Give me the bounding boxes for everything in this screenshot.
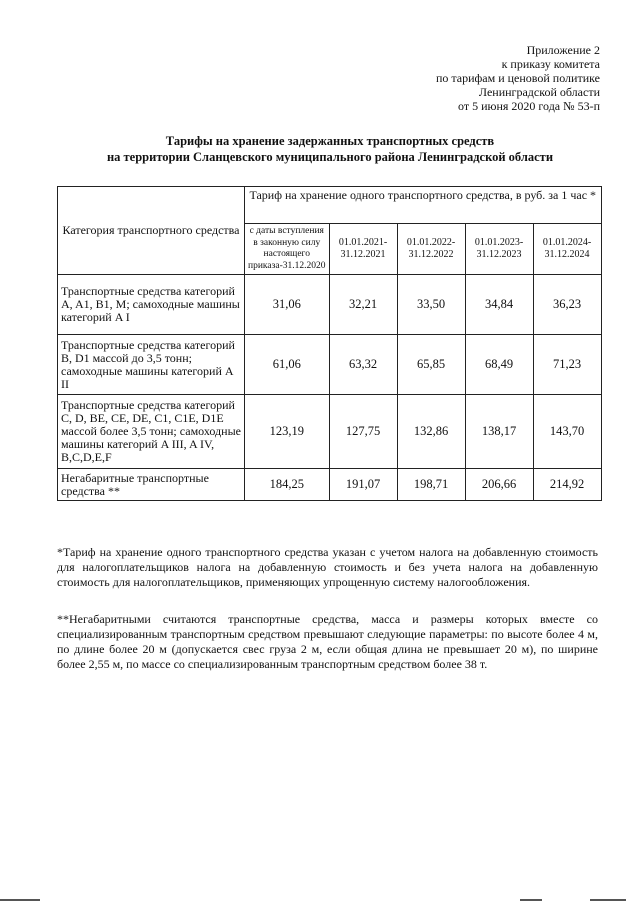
tariff-value: 34,84	[465, 275, 533, 335]
tariff-value: 68,49	[465, 335, 533, 395]
period-header: 01.01.2023-31.12.2023	[465, 224, 533, 275]
table-row	[58, 275, 602, 335]
period-header: 01.01.2022-31.12.2022	[397, 224, 465, 275]
document-title	[60, 133, 600, 165]
tariff-value: 138,17	[465, 395, 533, 469]
tariff-table	[57, 186, 602, 501]
category-cell: Транспортные средства категорий B, D1 массой до 3,5 тонн; самоходные машины категорий A II	[58, 335, 245, 395]
tariff-value: 65,85	[397, 335, 465, 395]
tariff-value: 184,25	[245, 469, 330, 501]
title-line: Тарифы на хранение задержанных транспортных средств	[165, 134, 495, 148]
tariff-value: 123,19	[245, 395, 330, 469]
table-row	[58, 469, 602, 501]
tariff-value: 63,32	[329, 335, 397, 395]
tariff-value: 132,86	[397, 395, 465, 469]
tariff-value: 33,50	[397, 275, 465, 335]
tariff-value: 31,06	[245, 275, 330, 335]
tariff-value: 143,70	[533, 395, 601, 469]
table-row	[58, 395, 602, 469]
period-header: 01.01.2021-31.12.2021	[329, 224, 397, 275]
title-line: на территории Сланцевского муниципального района Ленинградской области	[106, 150, 554, 164]
appendix-line: Приложение 2	[526, 43, 600, 57]
table-header-row	[58, 187, 602, 224]
tariff-value: 127,75	[329, 395, 397, 469]
scan-artifact	[0, 899, 640, 903]
footnote-oversized: **Негабаритными считаются транспортные средства, масса и размеры которых вместе со специализированным транспортным средством превышают следующие параметры: по высоте более 4 м, по длине более 20 м (допускается свес груза 2 м, если общая длина не превышает 20 м), по ширине более 2,55 м, по массе со специализированным транспортным средством более 38 т.	[57, 612, 598, 671]
category-header: Категория транспортного средства	[58, 187, 245, 275]
footnote-vat: *Тариф на хранение одного транспортного средства указан с учетом налога на добавленную стоимость для налогоплательщиков налога на добавленную стоимость и без учета налога на добавленную стоимость для налогоплательщиков, применяющих упрощенную систему налогообложения.	[57, 545, 598, 589]
tariff-value: 206,66	[465, 469, 533, 501]
category-cell: Негабаритные транспортные средства **	[58, 469, 245, 501]
table-row	[58, 335, 602, 395]
appendix-line: от 5 июня 2020 года № 53-п	[458, 99, 600, 113]
tariff-value: 32,21	[329, 275, 397, 335]
appendix-block	[380, 43, 600, 113]
category-cell: Транспортные средства категорий C, D, BE, CE, DE, C1, C1E, D1E массой более 3,5 тонн; самоходные машины категорий A III, A IV, B,C,D,E,F	[58, 395, 245, 469]
tariff-value: 214,92	[533, 469, 601, 501]
category-cell: Транспортные средства категорий A, A1, B1, M; самоходные машины категорий A I	[58, 275, 245, 335]
tariff-header: Тариф на хранение одного транспортного средства, в руб. за 1 час *	[245, 187, 602, 224]
appendix-line: к приказу комитета	[501, 57, 600, 71]
appendix-line: по тарифам и ценовой политике	[435, 71, 600, 85]
appendix-line: Ленинградской области	[478, 85, 600, 99]
tariff-value: 71,23	[533, 335, 601, 395]
period-header: 01.01.2024-31.12.2024	[533, 224, 601, 275]
tariff-value: 191,07	[329, 469, 397, 501]
period-header: с даты вступления в законную силу настоящего приказа-31.12.2020	[245, 224, 330, 275]
tariff-value: 61,06	[245, 335, 330, 395]
tariff-value: 36,23	[533, 275, 601, 335]
tariff-value: 198,71	[397, 469, 465, 501]
